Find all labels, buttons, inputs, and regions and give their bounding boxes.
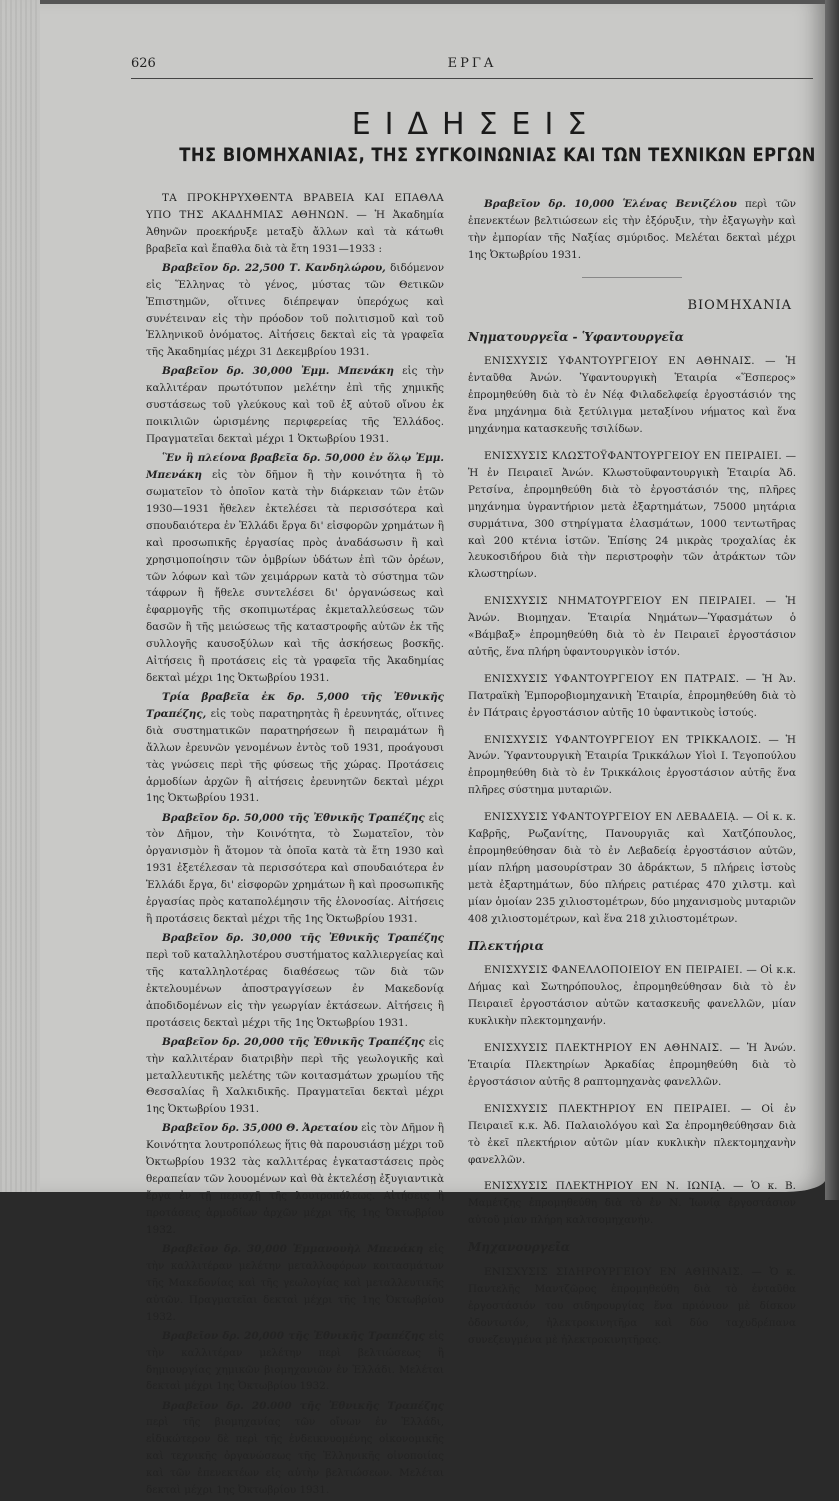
prize-entry [146,1241,444,1326]
prize-title: Βραβεῖον δρ. 30,000 Ἐμμ. Μπενάκη [162,365,394,378]
prize-entry [146,810,444,928]
news-item [468,593,796,661]
prize-entry [146,450,444,687]
prize-entry [146,1398,444,1499]
news-item [468,1178,796,1229]
left-column [146,190,444,1501]
masthead-title: ΕΙΔΗΣΕΙΣ [351,107,601,142]
news-item-heading: ΕΝΙΣΧΥΣΙΣ ΥΦΑΝΤΟΥΡΓΕΙΟΥ ΕΝ ΠΑΤΡΑΙΣ. [484,672,740,685]
news-item-text: — Ἡ ἐν Πειραιεῖ Ἀνών. Κλωστοϋφαντουργικὴ Ἑταιρία Ἀδ. Ρετσίνα, ἐπρομηθεύθη διὰ τὸ ἐργοστάσιόν της, πλῆρες μηχάνημα ὑγραντήριον μετὰ ἐξαρτημάτων, 75000 μητάρια συρμάτινα, 300 στηρίγματα ἐλασμάτων, 1000 τεντωτῆρας καὶ 200 κτένια ἱστῶν. Ἐπίσης 24 μικρὰς τροχαλίας ἐκ λευκοσιδήρου διὰ τὴν περιστροφὴν τῶν ἀτράκτων τῶν κλωστηρίων. [468,449,797,581]
page-binding-edge [0,0,40,1192]
news-item [468,1040,796,1091]
page-number: 626 [131,56,156,71]
prize-title: Βραβεῖον δρ. 10,000 Ἑλένας Βενιζέλου [484,198,737,210]
section-title: ΒΙΟΜΗΧΑΝΙΑ [687,297,792,313]
news-item-heading: ΕΝΙΣΧΥΣΙΣ ΥΦΑΝΤΟΥΡΓΕΙΟΥ ΕΝ ΛΕΒΑΔΕΙᾼ. [484,811,740,824]
intro-paragraph [146,190,444,258]
news-item-heading: ΕΝΙΣΧΥΣΙΣ ΚΛΩΣΤΟΫΦΑΝΤΟΥΡΓΕΙΟΥ ΕΝ ΠΕΙΡΑΙΕΙ. [484,449,782,462]
news-item-text: — Ὁ κ. Β. Μαμέτζης ἐπρομηθεύθη διὰ τὸ ἐν Ν. Ἰωνίᾳ ἐργοστάσιον αὐτοῦ μίαν πλήρη καλτσομηχανήν. [468,1180,796,1227]
prize-list [146,260,444,1499]
prize-entry [146,1120,444,1238]
prize-title: Βραβεῖον δρ. 20,000 τῆς Ἐθνικῆς Τραπέζης [162,1329,425,1342]
news-item-text: — Οἱ κ.κ. Δήμας καὶ Σωτηρόπουλος, ἐπρομηθεύθησαν διὰ τὸ ἐν Πειραιεῖ ἐργοστάσιον αὐτῶν κατασκευῆς φανελλῶν, μίαν κυκλικὴν πλεκτομηχανήν. [468,964,796,1028]
news-item-text: — Οἱ κ. κ. Καβρῆς, Ρωζανίτης, Πανουργιᾶς καὶ Χατζόπουλος, ἐπρομηθεύθησαν διὰ τὸ ἐν Λεβαδείᾳ ἐργοστάσιον αὐτῶν, μίαν πλήρη μασουρίστραν 30 ἀδράκτων, 5 πλήρεις ἱστοὺς μετὰ ἐξαρτημάτων, δύο πλήρεις ρατιέρας 470 χιλστμ. καὶ μίαν ὁμοίαν 235 χιλιοστομέτρων, δύο μηχανισμοὺς μυταριῶν 408 χιλιοστομέτρων, καὶ ἕνα 218 χιλιοστομέτρων. [468,811,796,925]
prize-text: εἰς τὴν καλλιτέραν διατριβὴν περὶ τῆς γεωλογικῆς καὶ μεταλλευτικῆς μελέτης τῶν κοιτασμάτων χρωμίου τῆς Θεσσαλίας ἢ Χαλκιδικῆς. Πραγματεῖαι δεκταὶ μέχρι 1ης Ὀκτωβρίου 1931. [146,1035,444,1116]
news-item-text: — Ἡ Ἀνών. Ὑφαντουργικὴ Ἑταιρία Τρικκάλων Υἱοὶ Ι. Τεγοπούλου ἐπρομηθεύθη διὰ τὸ ἐν Τρικκάλοις ἐργοστάσιον αὐτῆς ἕνα πλῆρες σύστημα μυταριῶν. [468,733,796,797]
news-item-text: — Ἡ Ἀνών. Ἑταιρία Πλεκτηρίων Ἀρκαδίας ἐπρομηθεύθη διὰ τὸ ἐργοστάσιον αὐτῆς 8 ραπτομηχανὰς φανελλῶν. [468,1042,796,1088]
news-item [468,671,796,722]
prize-entry [146,260,444,361]
news-item-text: — Ὁ κ. Παντελῆς Μαντζῶρος ἐπρομηθεύθη διὰ τὸ ἐνταῦθα ἐργοστάσιόν του σιδηρουργίας ἕνα πριόνιον μὲ δίσκον ὀδοντωτόν, ἠλεκτροκινητῆρα καὶ δύο ταχυδρέπανα συνεζευγμένα μὲ ἠλεκτροκινητῆρας. [468,1266,797,1346]
news-item-text: — Ἡ Ἀνών. Βιομηχαν. Ἑταιρία Νημάτων—Ὑφασμάτων ὁ «Βάμβαξ» ἐπρομηθεύθη διὰ τὸ ἐν Πειραιεῖ ἐργοστάσιον αὐτῆς, ἕνα πλήρη ὑφαντουργικὸν ἱστόν. [468,595,796,658]
masthead [131,108,821,166]
prize-entry [146,1034,444,1119]
top-edge-band [40,0,826,4]
news-item [468,732,796,800]
prize-text: περὶ τοῦ καταλληλοτέρου συστήματος καλλιεργείας καὶ τῆς καταλληλοτέρας διαθέσεως τῶν διὰ τῶν ἐκτελουμένων ἀποστραγγίσεων ἐν Μακεδονίᾳ ἀποδιδομένων εἰς τὴν γεωργίαν ἐκτάσεων. Αἰτήσεις ἢ προτάσεις δεκταὶ μέχρι τῆς 1ης Ὀκτωβρίου 1931. [146,949,444,1029]
news-item-heading: ΕΝΙΣΧΥΣΙΣ ΣΙΔΗΡΟΥΡΓΕΙΟΥ ΕΝ ΑΘΗΝΑΙΣ. [484,1266,744,1279]
prize-entry [146,930,444,1031]
prize-text: εἰς τὸν δῆμον ἢ τὴν κοινότητα ἢ τὸ σωματεῖον τὸ ὁποῖον κατὰ τὴν διάρκειαν τῶν ἐτῶν 1930—1931 ἤθελεν ἐκτελέσει τὰ περισσότερα καὶ σπουδαιότερα ἐν Ἑλλάδι ἔργα δι' εἰσφορῶν χρημάτων ἢ καὶ προσωπικῆς ἐργασίας πρὸς ἀναδάσωσιν ἢ καὶ χρησιμοποίησιν τῶν ὀμβρίων ὑδάτων ἐπὶ τῶν ὀρέων, τῶν λόφων καὶ τῶν χειμάρρων κατὰ τὸ σύστημα τῶν τάφρων ἢ ἤθελε συντελέσει δι' ὀργανώσεως καὶ ἐφαρμογῆς τῆς σκοπιμωτέρας ἐκμεταλλεύσεως τῶν δασῶν ἢ τῆς μειώσεως τῆς καταστροφῆς αὐτῶν ἐκ τῆς συλλογῆς καυσοξύλων καὶ τῆς ἀσκήσεως βοσκῆς. Αἰτήσεις ἢ προτάσεις εἰς τὰ γραφεῖα τῆς Ἀκαδημίας δεκταὶ μέχρι 1ης Ὀκτωβρίου 1931. [146,469,444,684]
prize-text: διδόμενον εἰς Ἕλληνας τὸ γένος, μύστας τῶν Θετικῶν Ἐπιστημῶν, οἵτινες διέπρεψαν ὑπερόχως καὶ συνέτειναν εἰς τὴν πρόοδον τοῦ πολιτισμοῦ καὶ τοῦ Ἑλληνικοῦ ὀνόματος. Αἰτήσεις δεκταὶ εἰς τὰ γραφεῖα τῆς Ἀκαδημίας μέχρι 31 Δεκεμβρίου 1931. [146,261,445,359]
running-title: ΕΡΓΑ [447,56,497,71]
news-item [468,1264,796,1349]
news-item-heading: ΕΝΙΣΧΥΣΙΣ ΠΛΕΚΤΗΡΙΟΥ ΕΝ ΑΘΗΝΑΙΣ. [484,1042,723,1055]
news-item [468,353,796,438]
prize-title: Βραβεῖον δρ. 50,000 τῆς Ἐθνικῆς Τραπέζης [162,811,425,824]
prize-title: Βραβεῖον δρ. 30,000 Ἐμμανουὴλ Μπενάκη [162,1242,424,1255]
subsection-title: Νηματουργεῖα - Ὑφαντουργεῖα [468,329,684,344]
prize-title: Βραβεῖον δρ. 30,000 τῆς Ἐθνικῆς Τραπέζης [162,932,444,945]
news-item-heading: ΕΝΙΣΧΥΣΙΣ ΝΗΜΑΤΟΥΡΓΕΙΟΥ ΕΝ ΠΕΙΡΑΙΕΙ. [484,595,756,608]
intro-caps: ΤΑ ΠΡΟΚΗΡΥΧΘΕΝΤΑ ΒΡΑΒΕΙΑ ΚΑΙ ΕΠΑΘΛΑ ΥΠΟ ΤΗΣ ΑΚΑΔΗΜΙΑΣ ΑΘΗΝΩΝ. [146,192,444,221]
news-item-heading: ΕΝΙΣΧΥΣΙΣ ΠΛΕΚΤΗΡΙΟΥ ΕΝ Ν. ΙΩΝΙᾼ. [484,1180,726,1193]
prize-text: εἰς τὴν καλλιτέραν μελέτην περὶ βελτιώσεως ἢ δημιουργίας χημικῶν βιομηχανιῶν ἐν Ἑλλάδι. Μελέται δεκταὶ μέχρι 1ης Ὀκτωβρίου 1932. [146,1329,444,1393]
prize-title: Ἓν ἢ πλείονα βραβεῖα δρ. 50,000 ἐν ὅλῳ Ἐμμ. Μπενάκη [146,452,444,482]
news-item [468,962,796,1030]
news-item [468,448,796,583]
news-item [468,809,796,927]
running-header [131,56,813,79]
news-item-heading: ΕΝΙΣΧΥΣΙΣ ΦΑΝΕΛΛΟΠΟΙΕΙΟΥ ΕΝ ΠΕΙΡΑΙΕΙ. [484,964,743,977]
prize-text: περὶ τῆς βιομηχανίας τῶν οἴνων ἐν Ἑλλάδι, εἰδικώτερον δὲ περὶ τῆς ἐνδεικνυομένης οἰκονομικῆς καὶ τεχνικῆς ὀργανώσεως τῆς Ἑλληνικῆς οἰνοποιίας καὶ τῶν ἐπενεκτέων εἰς αὐτὴν βελτιώσεων. Μελέται δεκταὶ μέχρι 1ης Ὀκτωβρίου 1931. [146,1416,444,1497]
subsection-list [468,329,796,1349]
prize-title: Βραβεῖον δρ. 20,000 τῆς Ἐθνικῆς Τραπέζης [162,1035,425,1048]
news-item-text: — Οἱ ἐν Πειραιεῖ κ.κ. Ἀδ. Παλαιολόγου καὶ Σα ἐπρομηθεύθησαν διὰ τὸ ἐκεῖ πλεκτήριον αὐτῶν μίαν κυκλικὴν πλεκτομηχανὴν φανελλῶν. [468,1102,796,1166]
prize-entry [468,196,796,264]
news-item-text: — Ἡ Ἀν. Πατραϊκὴ Ἐμποροβιομηχανικὴ Ἑταιρία, ἐπρομηθεύθη διὰ τὸ ἐν Πάτραις ἐργοστάσιον αὐτῆς 10 ὑφαντικοὺς ἱστούς. [468,672,797,719]
intro-text: — Ἡ Ἀκαδημία Ἀθηνῶν προεκήρυξε μεταξὺ ἄλλων καὶ τὰ κάτωθι βραβεῖα καὶ ἔπαθλα διὰ τὰ ἔτη 1931—1933 : [146,208,444,255]
subsection-title: Μηχανουργεῖα [468,1240,571,1255]
news-item-heading: ΕΝΙΣΧΥΣΙΣ ΥΦΑΝΤΟΥΡΓΕΙΟΥ ΕΝ ΑΘΗΝΑΙΣ. [484,355,755,368]
section-divider [582,277,682,278]
prize-title: Τρία βραβεῖα ἐκ δρ. 5,000 τῆς Ἐθνικῆς Τραπέζης, [146,691,444,720]
prize-entry [146,363,444,448]
prize-text: εἰς τοὺς παρατηρητὰς ἢ ἐρευνητάς, οἵτινες διὰ συστηματικῶν παρατηρήσεων ἢ πειραμάτων ἢ ἄλλων ἐρευνῶν γενομένων ἐντὸς τοῦ 1931, προάγουσι τὰς γνώσεις περὶ τῆς φύσεως τῆς χώρας. Προτάσεις ἁρμοδίων ἀρχῶν ἢ αἰτήσεις ἐρευνητῶν δεκταὶ μέχρι 1ης Ὀκτωβρίου 1931. [146,707,444,805]
news-item-heading: ΕΝΙΣΧΥΣΙΣ ΠΛΕΚΤΗΡΙΟΥ ΕΝ ΠΕΙΡΑΙΕΙ. [484,1102,731,1115]
news-item-heading: ΕΝΙΣΧΥΣΙΣ ΥΦΑΝΤΟΥΡΓΕΙΟΥ ΕΝ ΤΡΙΚΚΑΛΟΙΣ. [484,733,762,746]
news-item-text: — Ἡ ἐνταῦθα Ἀνών. Ὑφαντουργικὴ Ἑταιρία «Ἕσπερος» ἐπρομηθεύθη διὰ τὸ ἐν Νέᾳ Φιλαδελφείᾳ ἐργοστάσιόν της ἕνα μηχάνημα διὰ ξετύλιγμα μεταξίνου νήματος καὶ ἕνα μηχάνημα κατασκευῆς τσιλίδων. [468,355,796,436]
prize-text: εἰς τὴν καλλιτέραν πρωτότυπον μελέτην ἐπὶ τῆς χημικῆς συστάσεως τοῦ γλεύκους καὶ τοῦ ἐξ αὐτοῦ οἴνου ἐκ ποικιλιῶν ὡρισμένης περιφερείας τῆς Ἑλλάδος. Πραγματεῖαι δεκταὶ μέχρι 1 Ὀκτωβρίου 1931. [146,365,444,446]
prize-text: εἰς τὸν Δῆμον ἢ Κοινότητα λουτροπόλεως ἥτις θὰ παρουσιάσῃ μέχρι τοῦ Ὀκτωβρίου 1932 τὰς καλλιτέρας ἐγκαταστάσεις πρὸς θεραπείαν τῶν λουομένων καὶ θὰ ἐκτελέσῃ ἐξυγιαντικὰ ἔργα ἐν τῇ περιοχῇ τῆς λουτροπόλεως. Αἰτήσεις ἢ προτάσεις ἁρμοδίων ἀρχῶν μέχρι τῆς 1ης Ὀκτωβρίου 1932. [146,1122,444,1236]
right-column [468,196,796,1359]
prize-title: Βραβεῖον δρ. 22,500 Τ. Κανδηλώρου, [162,261,386,274]
page-fold-shadow [825,0,839,1200]
prize-entry [146,689,444,807]
prize-text: εἰς τὸν Δῆμον, τὴν Κοινότητα, τὸ Σωματεῖον, τὸν ὀργανισμὸν ἢ ἄτομον τὰ ὁποῖα κατὰ τὰ ἔτη 1930 καὶ 1931 ἐξετέλεσαν τὰ περισσότερα καὶ σπουδαιότερα ἐν Ἑλλάδι ἔργα, δι' εἰσφορῶν χρημάτων ἢ καὶ προσωπικῆς ἐργασίας πρὸς καταπολέμησιν τῆς ἑλονοσίας. Αἰτήσεις ἢ προτάσεις δεκταὶ μέχρι τῆς 1ης Ὀκτωβρίου 1931. [146,811,444,925]
subsection-title: Πλεκτήρια [468,938,544,953]
prize-title: Βραβεῖον δρ. 20.000 τῆς Ἐθνικῆς Τραπέζης [162,1399,444,1412]
news-item [468,1101,796,1169]
prize-text: περὶ τῶν ἐπενεκτέων βελτιώσεων εἰς τὴν ἐξόρυξιν, τὴν ἐξαγωγὴν καὶ τὴν ἐμπορίαν τῆς Ναξίας σμύριδος. Μελέται δεκταὶ μέχρι 1ης Ὀκτωβρίου 1931. [468,198,796,261]
masthead-subtitle: ΤΗΣ ΒΙΟΜΗΧΑΝΙΑΣ, ΤΗΣ ΣΥΓΚΟΙΝΩΝΙΑΣ ΚΑΙ ΤΩΝ ΤΕΧΝΙΚΩΝ ΕΡΓΩΝ [179,144,816,166]
prize-entry [146,1328,444,1396]
prize-title: Βραβεῖον δρ. 35,000 Θ. Ἀρεταίου [162,1122,358,1135]
prize-text: εἰς τὴν καλλιτέραν μελέτην μεταλλοφόρων κοιτασμάτων τῆς Μακεδονίας καὶ τῆς γεωλογίας καὶ μεταλλευτικῆς αὐτῶν. Πραγματεῖαι δεκταὶ μέχρι τῆς 1ης Ὀκτωβρίου 1932. [146,1242,444,1323]
